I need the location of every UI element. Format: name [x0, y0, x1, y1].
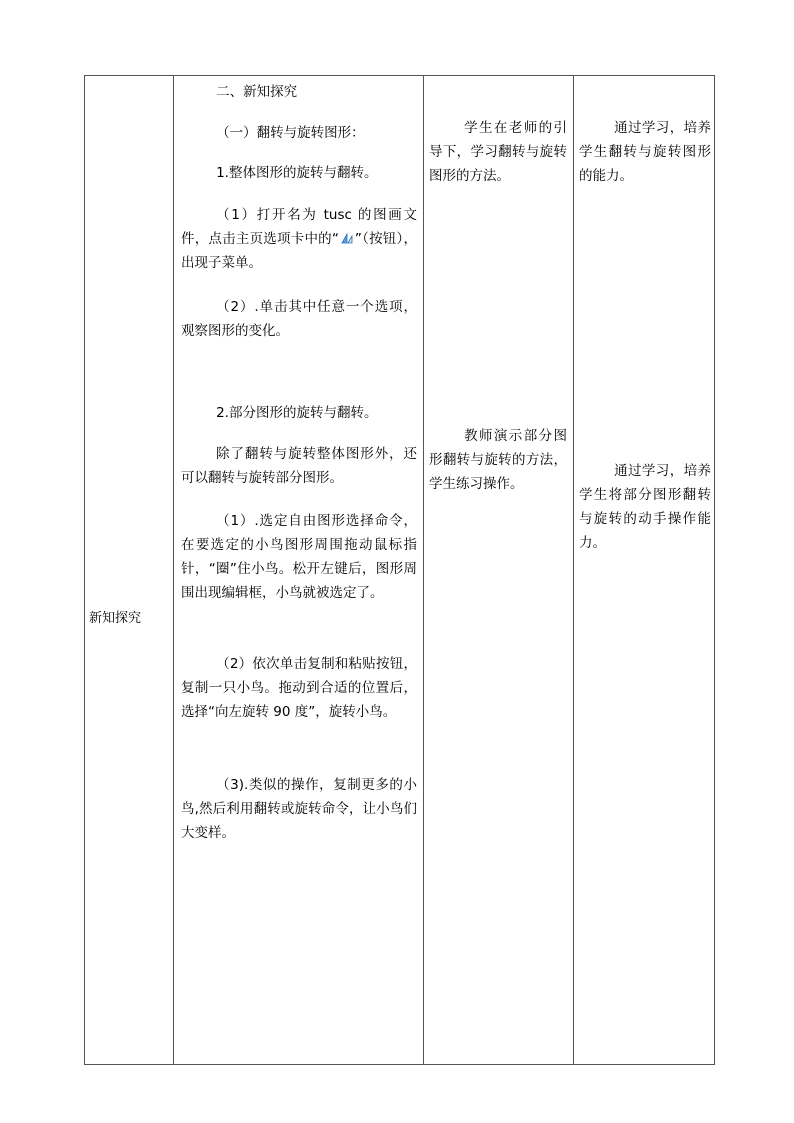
item-description: 除了翻转与旋转整体图形外，还可以翻转与旋转部分图形。: [181, 446, 417, 486]
rotate-icon: [340, 232, 354, 245]
step-paragraph: （3).类似的操作，复制更多的小鸟,然后利用翻转或旋转命令，让小鸟们大变样。: [181, 777, 417, 841]
item-heading: 2.部分图形的旋转与翻转。: [216, 405, 378, 421]
content-cell: [173, 76, 423, 1064]
student-activity: 教师演示部分图形翻转与旋转的方法，学生练习操作。: [429, 428, 567, 492]
design-intent-cell: [573, 76, 716, 1064]
student-activity-cell: [423, 76, 573, 1064]
step-paragraph: [181, 203, 417, 275]
subsection-heading: （一）翻转与旋转图形：: [216, 125, 365, 141]
step-text: （1）打开名为 tusc 的图画文件，点击主页选项卡中的“: [181, 207, 417, 247]
lesson-table: [84, 75, 715, 1065]
row-label-cell: [85, 76, 173, 1064]
step-paragraph: （2）.单击其中任意一个选项，观察图形的变化。: [181, 299, 417, 339]
design-intent: 通过学习，培养学生翻转与旋转图形的能力。: [579, 120, 711, 184]
step-paragraph: （2）依次单击复制和粘贴按钮，复制一只小鸟。拖动到合适的位置后，选择“向左旋转 90 度”，旋转小鸟。: [181, 656, 417, 720]
step-text: ”（按钮），出现子菜单。: [181, 231, 417, 271]
section-heading: 二、新知探究: [216, 84, 298, 100]
item-heading: 1.整体图形的旋转与翻转。: [216, 165, 378, 181]
row-label: 新知探究: [89, 611, 142, 626]
student-activity: 学生在老师的引导下，学习翻转与旋转图形的方法。: [429, 120, 567, 184]
step-paragraph: （1）.选定自由图形选择命令，在要选定的小鸟图形周围拖动鼠标指针，“圈”住小鸟。松开左键后，图形周围出现编辑框，小鸟就被选定了。: [181, 513, 417, 601]
design-intent: 通过学习，培养学生将部分图形翻转与旋转的动手操作能力。: [579, 463, 711, 551]
